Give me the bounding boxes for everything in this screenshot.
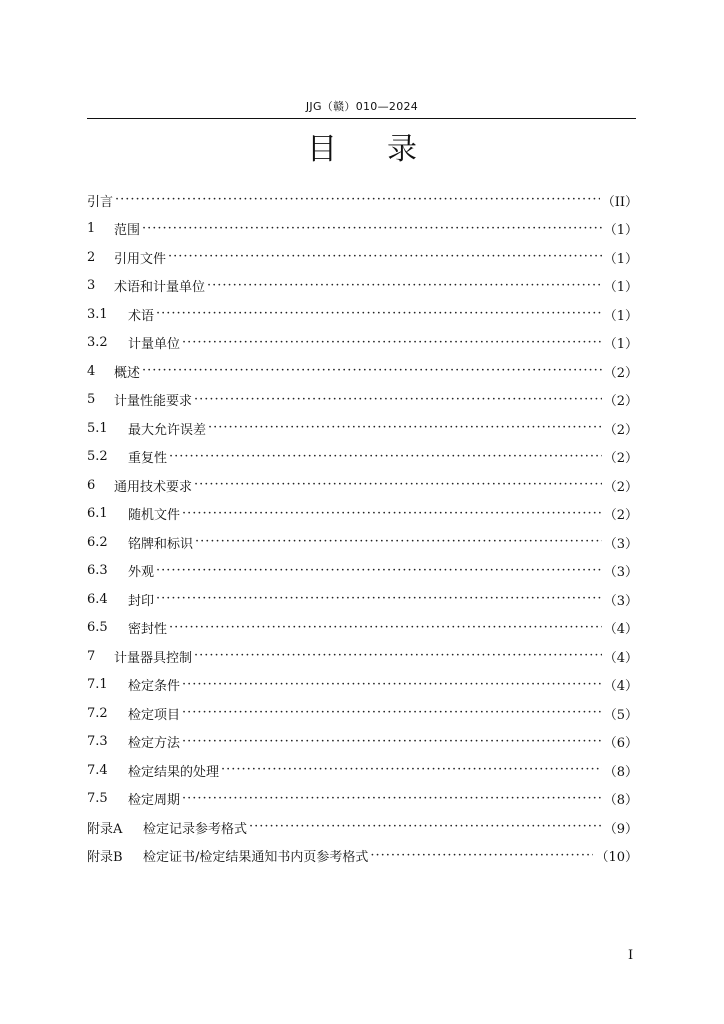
- toc-entry[interactable]: [87, 500, 638, 529]
- dot-leader: [249, 819, 602, 835]
- toc-entry-label: 检定周期: [128, 793, 181, 809]
- toc-entry[interactable]: [87, 585, 638, 614]
- toc-entry-number: 5: [87, 392, 96, 408]
- standard-code-header: JJG（赣）010—2024: [305, 100, 419, 113]
- toc-entry[interactable]: [87, 813, 638, 842]
- toc-entry-page: （5）: [603, 707, 638, 723]
- toc-entry-label: 引言: [87, 194, 114, 210]
- dot-leader: [169, 620, 602, 636]
- dot-leader: [195, 534, 602, 550]
- toc-entry-label: 检定方法: [128, 736, 181, 752]
- toc-entry-number: 6.1: [87, 506, 108, 522]
- toc-entry-label: 计量性能要求: [114, 394, 193, 410]
- toc-entry-number: 5.2: [87, 449, 108, 465]
- toc-entry-page: （10）: [595, 850, 638, 866]
- dot-leader: [182, 335, 602, 351]
- toc-entry[interactable]: [87, 671, 638, 700]
- table-of-contents: [87, 186, 638, 870]
- toc-entry[interactable]: [87, 528, 638, 557]
- dot-leader: [194, 648, 602, 664]
- toc-entry-page: （1）: [603, 280, 638, 296]
- toc-entry-page: （3）: [603, 536, 638, 552]
- dot-leader: [370, 848, 593, 864]
- toc-entry-label: 检定项目: [128, 707, 181, 723]
- toc-entry-page: （3）: [603, 565, 638, 581]
- toc-entry-page: （2）: [603, 479, 638, 495]
- toc-title: 目录: [307, 132, 467, 167]
- toc-entry[interactable]: [87, 785, 638, 814]
- toc-entry-page: （2）: [603, 451, 638, 467]
- toc-entry-page: （II）: [601, 194, 638, 210]
- toc-entry-page: （2）: [603, 394, 638, 410]
- toc-entry[interactable]: [87, 557, 638, 586]
- dot-leader: [142, 363, 602, 379]
- toc-entry-page: （1）: [603, 223, 638, 239]
- dot-leader: [142, 221, 602, 237]
- toc-entry-page: （9）: [603, 821, 638, 837]
- toc-entry[interactable]: [87, 300, 638, 329]
- toc-entry-page: （4）: [603, 650, 638, 666]
- dot-leader: [194, 392, 602, 408]
- toc-entry-number: 7.4: [87, 762, 108, 778]
- toc-entry-page: （4）: [603, 679, 638, 695]
- dot-leader: [182, 791, 602, 807]
- dot-leader: [207, 278, 602, 294]
- toc-entry-number: 6.3: [87, 563, 108, 579]
- toc-entry-page: （1）: [603, 337, 638, 353]
- toc-entry-page: （8）: [603, 793, 638, 809]
- toc-entry-label: 封印: [128, 593, 155, 609]
- dot-leader: [182, 734, 602, 750]
- toc-entry-label: 铭牌和标识: [128, 536, 194, 552]
- toc-entry-page: （4）: [603, 622, 638, 638]
- toc-entry[interactable]: [87, 215, 638, 244]
- dot-leader: [156, 306, 602, 322]
- toc-entry-page: （3）: [603, 593, 638, 609]
- dot-leader: [182, 506, 602, 522]
- dot-leader: [169, 449, 602, 465]
- toc-entry-number: 附录B: [87, 850, 123, 866]
- toc-entry-page: （6）: [603, 736, 638, 752]
- toc-entry-number: 6.4: [87, 591, 108, 607]
- toc-entry-label: 检定证书/检定结果通知书内页参考格式: [143, 850, 369, 866]
- dot-leader: [156, 563, 602, 579]
- toc-entry[interactable]: [87, 614, 638, 643]
- dot-leader: [194, 477, 602, 493]
- dot-leader: [182, 677, 602, 693]
- toc-entry-number: 6.5: [87, 620, 108, 636]
- toc-entry[interactable]: [87, 699, 638, 728]
- toc-entry-number: 7.2: [87, 705, 108, 721]
- toc-entry-number: 6.2: [87, 534, 108, 550]
- dot-leader: [115, 192, 600, 208]
- toc-entry[interactable]: [87, 842, 638, 871]
- toc-entry-label: 术语: [128, 308, 155, 324]
- toc-entry-label: 范围: [114, 223, 141, 239]
- toc-entry-page: （1）: [603, 308, 638, 324]
- toc-entry[interactable]: [87, 329, 638, 358]
- toc-entry-page: （2）: [603, 508, 638, 524]
- toc-entry[interactable]: [87, 414, 638, 443]
- toc-entry-label: 计量单位: [128, 337, 181, 353]
- dot-leader: [168, 249, 602, 265]
- toc-entry-label: 检定记录参考格式: [143, 821, 248, 837]
- toc-entry[interactable]: [87, 272, 638, 301]
- toc-entry[interactable]: [87, 443, 638, 472]
- toc-entry-number: 7.1: [87, 677, 108, 693]
- toc-entry[interactable]: [87, 357, 638, 386]
- toc-entry-page: （1）: [603, 251, 638, 267]
- toc-entry[interactable]: [87, 471, 638, 500]
- toc-entry[interactable]: [87, 756, 638, 785]
- dot-leader: [156, 591, 602, 607]
- dot-leader: [208, 420, 602, 436]
- dot-leader: [182, 705, 602, 721]
- toc-entry[interactable]: [87, 728, 638, 757]
- toc-entry-number: 5.1: [87, 420, 108, 436]
- toc-entry-label: 计量器具控制: [114, 650, 193, 666]
- toc-entry-number: 3.1: [87, 306, 108, 322]
- toc-entry-label: 检定条件: [128, 679, 181, 695]
- toc-entry-label: 外观: [128, 565, 155, 581]
- toc-entry[interactable]: [87, 243, 638, 272]
- toc-entry-label: 最大允许误差: [128, 422, 207, 438]
- toc-entry-number: 2: [87, 249, 96, 265]
- toc-entry-label: 随机文件: [128, 508, 181, 524]
- toc-entry-label: 重复性: [128, 451, 168, 467]
- toc-entry-number: 7.5: [87, 791, 108, 807]
- toc-entry-number: 附录A: [87, 821, 123, 837]
- toc-entry-number: 6: [87, 477, 96, 493]
- toc-entry[interactable]: [87, 386, 638, 415]
- toc-entry-label: 概述: [114, 365, 141, 381]
- toc-entry-page: （2）: [603, 422, 638, 438]
- toc-entry[interactable]: [87, 642, 638, 671]
- toc-entry-label: 通用技术要求: [114, 479, 193, 495]
- toc-entry-number: 3: [87, 278, 96, 294]
- dot-leader: [221, 762, 602, 778]
- header-divider: [87, 118, 636, 119]
- toc-entry-number: 7: [87, 648, 96, 664]
- toc-entry-number: 7.3: [87, 734, 108, 750]
- toc-entry-label: 密封性: [128, 622, 168, 638]
- toc-entry-label: 检定结果的处理: [128, 764, 220, 780]
- page-number: I: [628, 948, 634, 963]
- toc-entry-number: 1: [87, 221, 96, 237]
- toc-entry-page: （8）: [603, 764, 638, 780]
- toc-entry[interactable]: [87, 186, 638, 215]
- toc-entry-label: 引用文件: [114, 251, 167, 267]
- toc-entry-number: 4: [87, 363, 96, 379]
- toc-entry-number: 3.2: [87, 335, 108, 351]
- toc-entry-label: 术语和计量单位: [114, 280, 206, 296]
- toc-entry-page: （2）: [603, 365, 638, 381]
